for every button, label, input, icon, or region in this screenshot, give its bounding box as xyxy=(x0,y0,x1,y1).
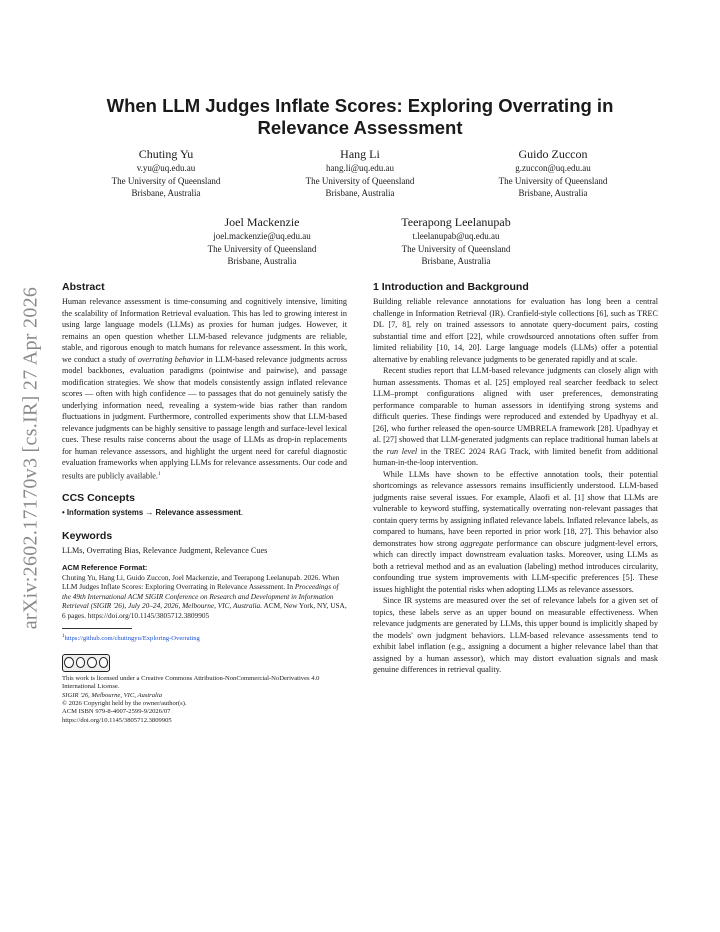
author-name: Chuting Yu xyxy=(138,147,194,161)
author-name: Joel Mackenzie xyxy=(224,215,300,229)
author-email: t.leelanupab@uq.edu.au xyxy=(412,231,500,241)
intro-heading: 1 Introduction and Background xyxy=(373,281,529,293)
paragraph-emphasis: aggregate xyxy=(460,538,494,548)
ccs-concepts xyxy=(62,507,347,519)
author-location: Brisbane, Australia xyxy=(518,188,588,198)
author-email: v.yu@uq.edu.au xyxy=(136,163,196,173)
author-location: Brisbane, Australia xyxy=(421,256,491,266)
reference-text-part: Chuting Yu, Hang Li, Guido Zuccon, Joel Mackenzie, and Teerapong Leelanupab. 2026. When LLM Judges Inflate Scores: Exploring Overrating in Relevance Assessment. In xyxy=(62,572,340,592)
venue-text xyxy=(62,692,347,700)
intro-paragraph-4: Since IR systems are measured over the set of relevance labels for a given set of topics, these labels serve as an upper bound on measurable effectiveness. When relevance judgments are generated by LLMs, this upper bound is implicitly shaped by the models' own judgment behaviors. LLM-based relevance assessments tend to exhibit label inflation (e.g., assigning a document a higher relevance label than that assigned by a human assessor), which may distort evaluation signals and mask genuine differences in retrieval quality. xyxy=(373,596,658,674)
venue-emphasis: SIGIR '26, Melbourne, VIC, Australia xyxy=(62,691,163,699)
left-column xyxy=(62,280,347,725)
author-affiliation: The University of Queensland xyxy=(401,243,511,254)
author-location: Brisbane, Australia xyxy=(131,188,201,198)
keywords-text: LLMs, Overrating Bias, Relevance Judgment, Relevance Cues xyxy=(62,546,268,556)
title-line-2: Relevance Assessment xyxy=(257,117,463,138)
author-affiliation: The University of Queensland xyxy=(111,175,221,186)
reference-heading: ACM Reference Format: xyxy=(62,562,148,572)
author-email: g.zuccon@uq.edu.au xyxy=(515,163,591,173)
reference-emphasis: Proceedings of the 49th International ACM SIGIR Conference on Research and Development in Information Retrieval (SIGIR '26), July 20–24, 2026, Melbourne, VIC, Australia. xyxy=(62,582,339,611)
ccs-heading: CCS Concepts xyxy=(62,491,135,504)
cc-icon xyxy=(64,657,74,668)
by-icon xyxy=(76,657,86,668)
ccs-arrow: → xyxy=(143,507,156,517)
footnote-link[interactable]: https://github.com/chutingyu/Exploring-Overrating xyxy=(64,635,200,643)
keywords-heading: Keywords xyxy=(62,530,113,543)
footnote-number: 1 xyxy=(62,634,65,640)
ccs-item: • Information systems xyxy=(62,507,144,517)
intro-paragraph-1: Building reliable relevance annotations for evaluation has long been a central challenge in Information Retrieval (IR). Cranfield-style collections [6], such as TREC DL [7, 8], rely on trained assessors to annotate query-document pairs, costing substantial time and effort [22], while crowdsourced annotations often suffer from limited reliability [10, 14, 20]. Large language models (LLMs) offer a potential alternative by enabling relevance judgments to be generated rapidly and at scale. xyxy=(373,297,658,364)
isbn-text: ACM ISBN 979-8-4007-2599-9/2026/07 xyxy=(62,708,171,716)
copyright-text: © 2026 Copyright held by the owner/author(s). xyxy=(62,700,187,708)
author-affiliation: The University of Queensland xyxy=(498,175,608,186)
arxiv-identifier: arXiv:2602.17170v3 [cs.IR] 27 Apr 2026 xyxy=(19,286,42,630)
intro-paragraph-2 xyxy=(373,365,658,469)
author-email: hang.li@uq.edu.au xyxy=(325,163,395,173)
author-block xyxy=(76,147,256,200)
intro-paragraph-3 xyxy=(373,469,658,596)
abstract-text-part: in LLM-based relevance judgments across model backbones, evaluation paradigms (pointwise and pairwise), and passage modification strategies. We show that models consistently assign inflated relevance scores — often with high confidence — to passages that do not genuinely satisfy the underlying information need, revealing a system-wide bias rather than random fluctuations in judgment. Furthermore, controlled experiments show that LLM-based relevance judgments can be highly sensitive to passage length and surface-level lexical cues. These results raise concerns about the usage of LLMs as drop-in replacements for human relevance assessors, and highlight the urgent need for careful diagnostic evaluation frameworks when applying LLMs for relevance assessments. Our code and results are publicly available. xyxy=(62,354,348,481)
acm-reference xyxy=(62,563,347,621)
paragraph-text: in the TREC 2024 RAG Track, with limited benefit from additional human-in-the-loop intervention. xyxy=(373,446,658,467)
abstract-heading: Abstract xyxy=(62,281,105,293)
author-email: joel.mackenzie@uq.edu.au xyxy=(213,231,311,241)
nc-icon xyxy=(87,657,97,668)
footnote xyxy=(62,633,347,644)
author-block xyxy=(366,215,546,268)
author-location: Brisbane, Australia xyxy=(227,256,297,266)
paper-title xyxy=(62,95,658,139)
author-name: Teerapong Leelanupab xyxy=(401,215,511,229)
paragraph-text: Recent studies report that LLM-based relevance judgments can closely align with human assessments. Thomas et al. [25] employed real searcher feedback to select LLM–prompt configurations aligned with user preferences, demonstrating performance comparable to human assessors in identifying strong systems and difficult queries. These findings were reproduced and extended by Upadhyay et al. [26], who further released the open-source UMBRELA framework [28]. Upadhyay et al. [27] showed that LLM-generated judgments can replace traditional human labels at the xyxy=(373,366,658,456)
reference-text xyxy=(62,573,347,621)
footnote-rule xyxy=(62,628,132,629)
paragraph-emphasis: run level xyxy=(386,446,418,456)
paragraph-text: performance can obscure judgment-level errors, which can directly impact downstream evaluation tasks. Moreover, using LLMs as both a retrieval method and as an evaluation (labeling) method introduces circularity, confounding true system improvements with LLM-specific preferences [5]. These issues highlight the potential risks when adopting LLMs as relevance assessors. xyxy=(373,538,658,594)
doi-text: https://doi.org/10.1145/3805712.3809905 xyxy=(62,716,172,724)
abstract-text-part: Human relevance assessment is time-consuming and cognitively intensive, limiting the scalability of Information Retrieval evaluation. This has led to growing interest in using large language models (LLMs) as proxies for human judges. However, it remains an open question whether LLM-based relevance judgments are reliable, stable, and rigorous enough to match humans for relevance assessment. In this work, we conduct a study of xyxy=(62,297,347,364)
author-name: Guido Zuccon xyxy=(518,147,588,161)
author-location: Brisbane, Australia xyxy=(325,188,395,198)
author-block xyxy=(463,147,643,200)
title-line-1: When LLM Judges Inflate Scores: Exploring Overrating in xyxy=(106,95,614,116)
reference-text-part: ACM, New York, NY, USA, 6 pages. https://doi.org/10.1145/3805712.3809905 xyxy=(62,601,347,620)
footnote-marker: 1 xyxy=(157,470,161,477)
arxiv-stamp xyxy=(14,268,48,648)
abstract-emphasis: overrating behavior xyxy=(137,354,204,364)
cc-license-badge xyxy=(62,654,110,672)
author-name: Hang Li xyxy=(340,147,380,161)
abstract-text xyxy=(62,296,347,482)
right-column xyxy=(373,280,658,676)
author-affiliation: The University of Queensland xyxy=(305,175,415,186)
nd-icon xyxy=(99,657,109,668)
ccs-item: Relevance assessment xyxy=(155,507,241,517)
author-affiliation: The University of Queensland xyxy=(207,243,317,254)
ccs-end: . xyxy=(240,507,243,517)
author-block xyxy=(172,215,352,268)
license-text: This work is licensed under a Creative Commons Attribution-NonCommercial-NoDerivatives 4.0 International License. xyxy=(62,674,320,691)
paragraph-text: While LLMs have shown to be effective annotation tools, their potential shortcomings as relevance assessors remains insufficiently understood. LLM-based judgments raise several issues. For example, Alaofi et al. [1] show that LLMs are vulnerable to keyword stuffing, systematically overrating non-relevant passages that contain query terms by assigning inflated relevance labels. Inflated relevance labels, as compared to humans, have been reported in prior work [18, 27]. This behavior also demonstrates how strong xyxy=(373,469,658,548)
author-block xyxy=(270,147,450,200)
